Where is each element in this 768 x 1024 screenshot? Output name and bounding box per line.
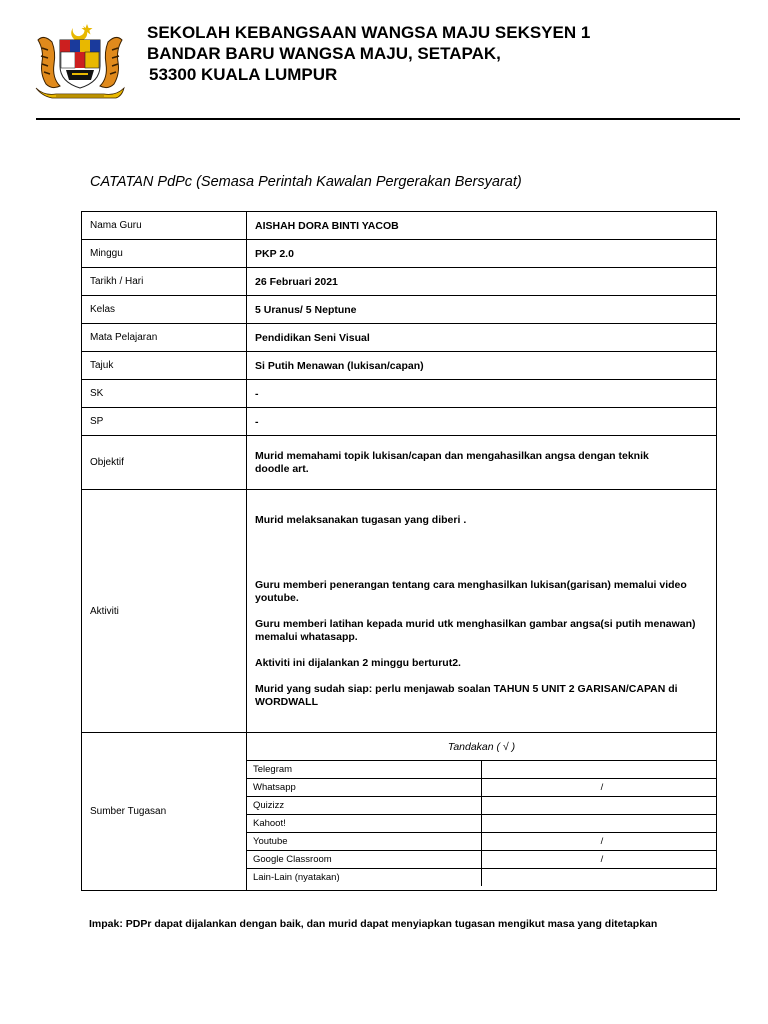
resource-name: Quizizz	[247, 797, 482, 815]
activity-paragraph: Guru memberi latihan kepada murid utk menghasilkan gambar angsa(si putih menawan) memalui whatasapp.	[255, 617, 696, 643]
resource-name: Youtube	[247, 833, 482, 851]
resource-mark	[482, 761, 717, 779]
resource-mark	[482, 869, 717, 887]
row-label: Objektif	[82, 436, 247, 490]
table-row	[82, 380, 717, 408]
table-row	[82, 268, 717, 296]
activity-paragraph: Murid melaksanakan tugasan yang diberi .	[255, 513, 467, 526]
row-label: Nama Guru	[82, 212, 247, 240]
row-label: Aktiviti	[82, 490, 247, 733]
resource-name: Whatsapp	[247, 779, 482, 797]
row-label: SK	[82, 380, 247, 408]
subject-value: Pendidikan Seni Visual	[247, 324, 717, 352]
table-row	[82, 212, 717, 240]
class-value: 5 Uranus/ 5 Neptune	[247, 296, 717, 324]
activity-value	[247, 490, 717, 733]
list-item	[247, 761, 716, 779]
table-row	[82, 324, 717, 352]
school-address-line1: BANDAR BARU WANGSA MAJU, SETAPAK,	[147, 44, 501, 63]
sk-value: -	[247, 380, 717, 408]
table-row	[82, 408, 717, 436]
table-row	[82, 733, 717, 891]
list-item	[247, 851, 716, 869]
row-label: Sumber Tugasan	[82, 733, 247, 891]
resource-name: Kahoot!	[247, 815, 482, 833]
tick-header: Tandakan ( √ )	[247, 733, 716, 761]
date-value: 26 Februari 2021	[247, 268, 717, 296]
malaysia-coat-of-arms-icon	[30, 18, 130, 104]
resource-name: Telegram	[247, 761, 482, 779]
table-row	[82, 352, 717, 380]
school-address-line2: 53300 KUALA LUMPUR	[149, 65, 338, 84]
week-value: PKP 2.0	[247, 240, 717, 268]
list-item	[247, 815, 716, 833]
list-item	[247, 779, 716, 797]
table-row	[82, 240, 717, 268]
resource-cell	[247, 733, 717, 891]
row-label: Kelas	[82, 296, 247, 324]
row-label: Tajuk	[82, 352, 247, 380]
list-item	[247, 869, 716, 887]
record-table	[81, 211, 717, 891]
table-row	[82, 296, 717, 324]
activity-paragraph: Guru memberi penerangan tentang cara menghasilkan lukisan(garisan) memalui video youtube.	[255, 578, 687, 604]
document-title: CATATAN PdPc (Semasa Perintah Kawalan Pergerakan Bersyarat)	[90, 174, 522, 190]
impact-note: Impak: PDPr dapat dijalankan dengan baik, dan murid dapat menyiapkan tugasan mengikut masa yang ditetapkan	[89, 918, 658, 930]
list-item	[247, 797, 716, 815]
resource-name: Lain-Lain (nyatakan)	[247, 869, 482, 887]
school-header	[147, 22, 590, 85]
sp-value: -	[247, 408, 717, 436]
table-row	[82, 436, 717, 490]
resource-mark	[482, 797, 717, 815]
activity-paragraph: Murid yang sudah siap: perlu menjawab soalan TAHUN 5 UNIT 2 GARISAN/CAPAN di WORDWALL	[255, 682, 678, 708]
resource-mark	[482, 815, 717, 833]
activity-paragraph: Aktiviti ini dijalankan 2 minggu berturut2.	[255, 656, 461, 669]
list-item	[247, 833, 716, 851]
resource-mark: /	[482, 779, 717, 797]
row-label: SP	[82, 408, 247, 436]
row-label: Mata Pelajaran	[82, 324, 247, 352]
resource-table	[247, 733, 716, 886]
school-name: SEKOLAH KEBANGSAAN WANGSA MAJU SEKSYEN 1	[147, 23, 591, 42]
header-divider	[36, 118, 740, 120]
resource-mark: /	[482, 851, 717, 869]
resource-mark: /	[482, 833, 717, 851]
teacher-name: AISHAH DORA BINTI YACOB	[247, 212, 717, 240]
row-label: Tarikh / Hari	[82, 268, 247, 296]
table-row	[82, 490, 717, 733]
topic-value: Si Putih Menawan (lukisan/capan)	[247, 352, 717, 380]
row-label: Minggu	[82, 240, 247, 268]
resource-name: Google Classroom	[247, 851, 482, 869]
objective-value: Murid memahami topik lukisan/capan dan mengahasilkan angsa dengan teknik doodle art.	[247, 436, 717, 490]
